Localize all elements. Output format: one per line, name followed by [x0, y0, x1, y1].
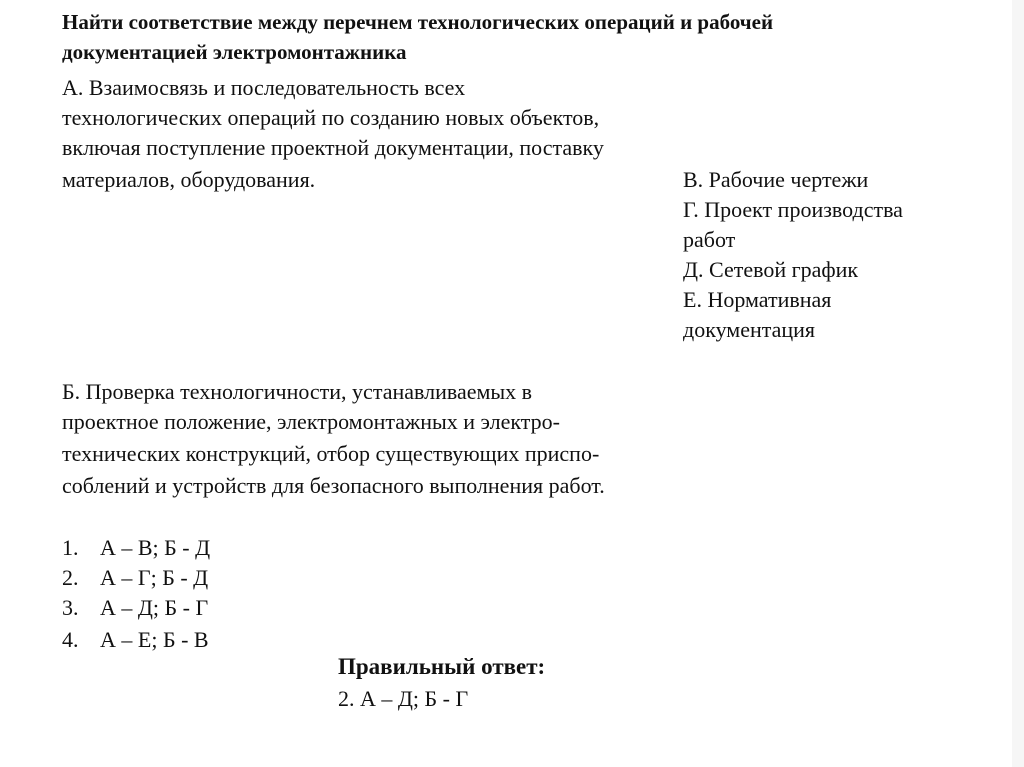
document-item: Г. Проект производства [683, 197, 903, 222]
item-b-line: проектное положение, электромонтажных и электро- [62, 409, 560, 434]
slide-edge [1012, 0, 1024, 767]
document-item: работ [683, 227, 736, 252]
answer-label: Правильный ответ: [338, 654, 546, 679]
document-item: Е. Нормативная [683, 287, 832, 312]
document-item: В. Рабочие чертежи [683, 167, 869, 192]
option-number: 4. [62, 627, 79, 652]
option-text: А – В; Б - Д [100, 535, 211, 560]
option-item [62, 533, 210, 563]
option-text: А – Д; Б - Г [100, 595, 209, 620]
item-b-line: соблений и устройств для безопасного выполнения работ. [62, 473, 605, 498]
option-text: А – Г; Б - Д [100, 565, 209, 590]
item-a-line: материалов, оборудования. [62, 167, 316, 192]
item-b-line: Б. Проверка технологичности, устанавливаемых в [62, 379, 533, 404]
option-number: 1. [62, 535, 79, 560]
option-number: 2. [62, 565, 79, 590]
item-b-line: технических конструкций, отбор существующих приспо- [62, 441, 600, 466]
option-item [62, 593, 208, 623]
item-a-line: включая поступление проектной документации, поставку [62, 135, 604, 160]
option-item [62, 625, 209, 655]
answer-value: 2. А – Д; Б - Г [338, 686, 469, 711]
document-item: Д. Сетевой график [683, 257, 859, 282]
item-a-line: А. Взаимосвязь и последовательность всех [62, 75, 466, 100]
option-item [62, 563, 208, 593]
document-item: документация [683, 317, 816, 342]
item-a-line: технологических операций по созданию новых объектов, [62, 105, 600, 130]
title-line: Найти соответствие между перечнем технологических операций и рабочей [62, 10, 774, 34]
option-number: 3. [62, 595, 79, 620]
option-text: А – Е; Б - В [100, 627, 209, 652]
title-line: документацией электромонтажника [62, 40, 407, 64]
